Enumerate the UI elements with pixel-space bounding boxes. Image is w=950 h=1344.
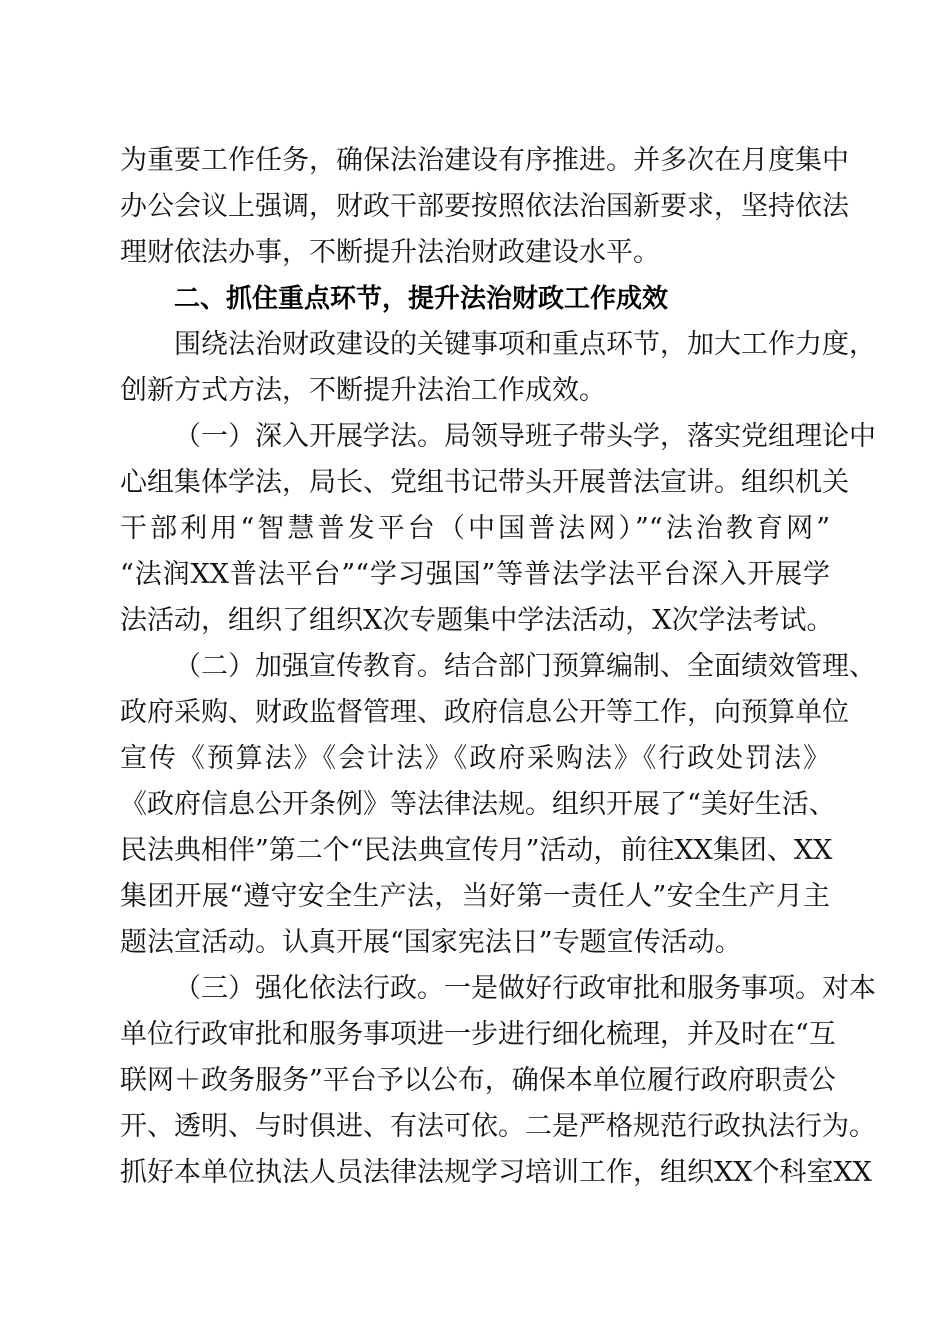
para3-line2: 心组集体学法，局长、党组书记带头开展普法宣讲。组织机关 [120, 467, 849, 498]
para4-line1: （二）加强宣传教育。结合部门预算编制、全面绩效管理、 [174, 651, 876, 682]
para4-line2: 政府采购、财政监督管理、政府信息公开等工作，向预算单位 [120, 697, 849, 728]
para5-line2: 单位行政审批和服务事项进一步进行细化梳理，并及时在“互 [120, 1019, 836, 1050]
para5-line3: 联网＋政务服务”平台予以公布，确保本单位履行政府职责公 [120, 1065, 836, 1096]
para5-line1: （三）强化依法行政。一是做好行政审批和服务事项。对本 [174, 973, 876, 1004]
para4-line3: 宣传《预算法》《会计法》《政府采购法》《行政处罚法》 [120, 743, 830, 774]
para3-line5: 法活动，组织了组织X次专题集中学法活动，X次学法考试。 [120, 605, 834, 636]
para4-line5: 民法典相伴”第二个“民法典宣传月”活动，前往XX集团、XX [120, 835, 833, 866]
para2-line2: 创新方式方法，不断提升法治工作成效。 [120, 375, 606, 406]
para4-line7: 题法宣活动。认真开展“国家宪法日”专题宣传活动。 [120, 927, 742, 958]
para1-line3: 理财依法办事，不断提升法治财政建设水平。 [120, 237, 660, 268]
para5-line5: 抓好本单位执法人员法律法规学习培训工作，组织XX个科室XX [120, 1157, 872, 1188]
para5-line4: 开、透明、与时俱进、有法可依。二是严格规范行政执法行为。 [120, 1111, 876, 1142]
para4-line6: 集团开展“遵守安全生产法，当好第一责任人”安全生产月主 [120, 881, 830, 912]
para1-line1: 为重要工作任务，确保法治建设有序推进。并多次在月度集中 [120, 145, 849, 176]
para1-line2: 办公会议上强调，财政干部要按照依法治国新要求，坚持依法 [120, 191, 849, 222]
para3-line1: （一）深入开展学法。局领导班子带头学，落实党组理论中 [174, 421, 876, 452]
para2-line1: 围绕法治财政建设的关键事项和重点环节，加大工作力度， [174, 329, 876, 360]
para3-line4: “法润XX普法平台”“学习强国”等普法学法平台深入开展学 [120, 559, 830, 590]
section2-heading: 二、抓住重点环节，提升法治财政工作成效 [174, 284, 669, 314]
para3-line3: 干部利用“智慧普发平台（中国普法网）”“法治教育网” [120, 513, 830, 544]
para4-line4: 《政府信息公开条例》等法律法规。组织开展了“美好生活、 [120, 789, 836, 820]
